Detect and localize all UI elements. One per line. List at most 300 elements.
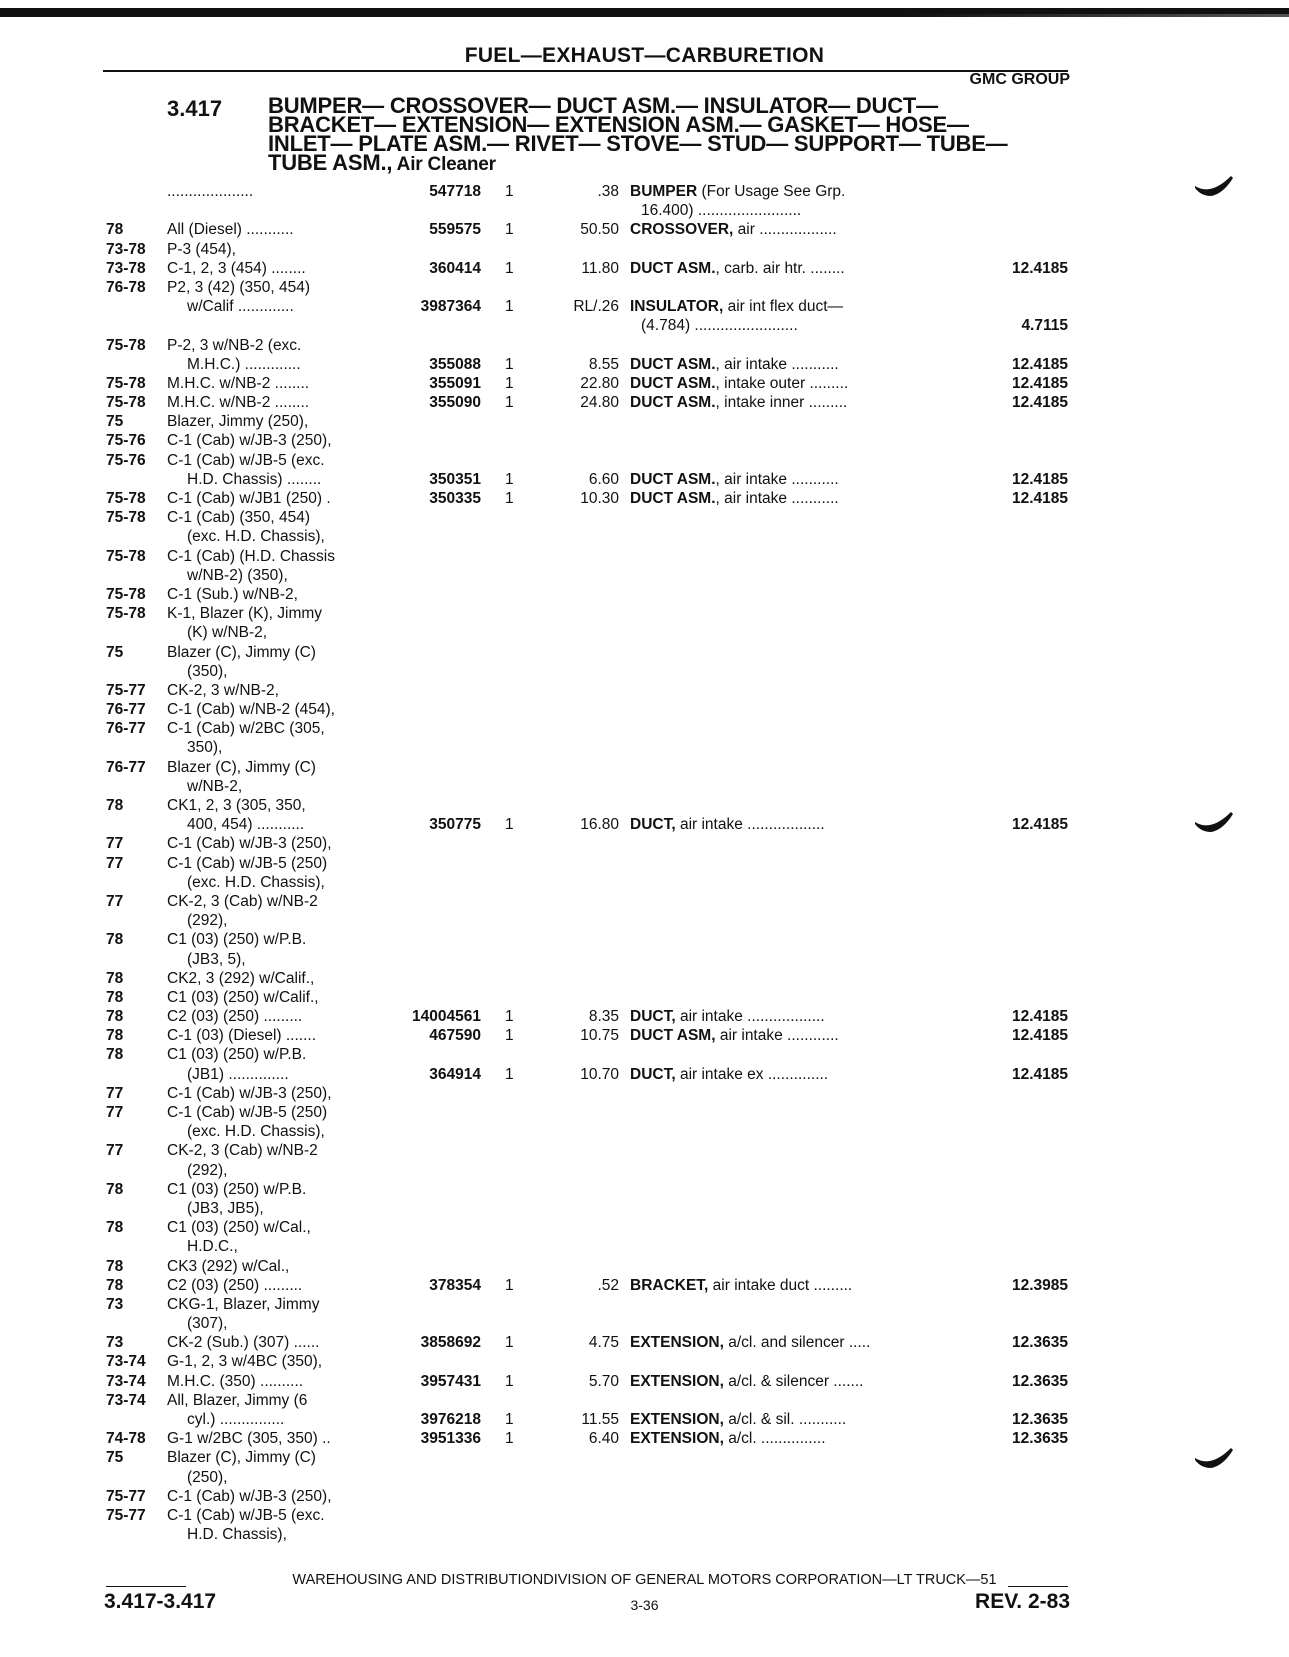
model-years: 76-77 [106,720,146,738]
description-text: air intake ............ [715,1027,839,1045]
application: w/NB-2, [187,777,243,795]
section-number: 3.417 [167,96,223,121]
application: (JB3, 5), [187,950,246,968]
table-row [0,1180,1289,1199]
application: (JB1) .............. [187,1065,289,1083]
group-number: 12.4185 [1011,490,1068,507]
model-years: 77 [106,892,124,910]
quantity: 1 [505,221,514,239]
application: (292), [187,1161,228,1179]
model-years: 74-78 [106,1430,146,1448]
model-years: 78 [106,221,124,239]
application: H.D. Chassis) ........ [187,470,322,488]
table-row [0,201,1289,220]
price: 8.35 [588,1008,619,1026]
application: CKG-1, Blazer, Jimmy [167,1295,320,1313]
model-years: 73-74 [106,1391,146,1409]
quantity: 1 [505,1430,514,1448]
part-number: 3987364 [420,298,481,316]
table-row [0,1237,1289,1256]
description-text: , air intake ........... [715,490,839,507]
part-number: 350335 [429,490,481,507]
table-row [0,489,1289,508]
description [630,259,845,278]
table-row [0,643,1289,662]
table-row [0,623,1289,642]
table-row [0,892,1289,911]
price: 8.55 [588,355,619,373]
application: P2, 3 (42) (350, 454) [167,278,311,296]
application: M.H.C. (350) .......... [167,1372,304,1390]
application: (exc. H.D. Chassis), [187,1123,325,1141]
price: .38 [597,183,619,200]
part-number: 3957431 [420,1372,481,1390]
application: C-1 (Cab) w/JB-3 (250), [167,835,332,853]
parts-list [0,182,1289,1544]
application: C-1 (Cab) w/2BC (305, [167,720,325,738]
model-years: 76-77 [106,701,146,719]
description [630,220,837,239]
table-row [0,662,1289,681]
description [630,297,843,316]
model-years: 75-77 [106,681,146,699]
footer-range: 3.417-3.417 [104,1590,217,1613]
table-row [0,758,1289,777]
quantity: 1 [505,1065,514,1083]
model-years: 78 [106,1257,124,1275]
price: RL/.26 [573,298,619,316]
table-row [0,988,1289,1007]
table-row [0,1314,1289,1333]
model-years: 73 [106,1295,124,1313]
application: C1 (03) (250) w/Calif., [167,988,319,1006]
quantity: 1 [505,1334,514,1352]
model-years: 75 [106,413,124,431]
table-row [0,393,1289,412]
table-row [0,470,1289,489]
table-row [0,854,1289,873]
group-number: 12.3635 [1011,1334,1068,1352]
table-row [0,815,1289,834]
price: 10.30 [580,490,619,507]
top-border-shadow [0,14,1289,17]
group-number: 12.3635 [1011,1411,1068,1428]
price: 16.80 [580,816,619,834]
table-row [0,316,1289,335]
model-years: 75 [106,1449,124,1467]
description [630,1026,839,1045]
application: C-1 (Cab) w/JB-5 (250) [167,854,328,872]
description-text: a/cl. ............... [723,1430,826,1448]
footer-revision: REV. 2-83 [975,1590,1070,1613]
part-number: 350351 [429,470,481,488]
quantity: 1 [505,298,514,316]
table-row [0,566,1289,585]
description-text: a/cl. & sil. ........... [723,1411,847,1428]
application: Blazer (C), Jimmy (C) [167,758,316,776]
table-row [0,834,1289,853]
table-row [0,950,1289,969]
model-years: 73-74 [106,1372,146,1390]
application: Blazer (C), Jimmy (C) [167,643,316,661]
table-row [0,547,1289,566]
application: C1 (03) (250) w/Cal., [167,1219,311,1237]
application: (K) w/NB-2, [187,624,268,642]
model-years: 77 [106,1104,124,1121]
part-number: 3951336 [420,1430,481,1448]
application: w/NB-2) (350), [187,566,288,584]
group-number: 12.3985 [1011,1276,1068,1294]
quantity: 1 [505,374,514,392]
group-number: 12.4185 [1011,816,1068,834]
table-row [0,1276,1289,1295]
description-text: 16.400) ........................ [641,202,802,220]
price: 10.75 [580,1027,619,1045]
application: C-1 (Cab) w/JB-3 (250), [167,432,332,450]
table-row [0,1161,1289,1180]
application: CK2, 3 (292) w/Calif., [167,969,315,987]
model-years: 77 [106,854,124,872]
part-number: 350775 [429,816,481,834]
application: G-1, 2, 3 w/4BC (350), [167,1353,323,1371]
table-row [0,336,1289,355]
description [630,1065,828,1084]
description-text: , carb. air htr. ........ [715,259,845,277]
table-row [0,412,1289,431]
model-years: 73 [106,1334,124,1352]
application: M.H.C. w/NB-2 ........ [167,394,310,412]
application: (292), [187,912,228,930]
model-years: 77 [106,1084,124,1102]
application: C-1, 2, 3 (454) ........ [167,259,306,277]
table-row [0,777,1289,796]
table-row [0,719,1289,738]
table-row [0,585,1289,604]
description-keyword: DUCT ASM. [630,355,716,373]
table-row [0,1468,1289,1487]
application: C-1 (Cab) w/JB-3 (250), [167,1084,332,1102]
application: C1 (03) (250) w/P.B. [167,1180,307,1198]
price: 6.40 [588,1430,619,1448]
model-years: 75-78 [106,605,146,623]
table-row [0,911,1289,930]
model-years: 78 [106,1046,124,1064]
application: (307), [187,1315,228,1333]
application: (JB3, JB5), [187,1199,264,1217]
quantity: 1 [505,259,514,277]
description-text: air intake .................. [675,816,825,834]
description-text: a/cl. & silencer ....... [723,1372,864,1390]
application: C-1 (Cab) w/JB-5 (exc. [167,451,325,469]
table-row [0,1218,1289,1237]
table-row [0,431,1289,450]
part-number: 355090 [429,394,481,412]
section-title-subject: Air Cleaner [392,154,496,175]
model-years: 78 [106,1180,124,1198]
application: 350), [187,739,223,757]
description [630,1007,825,1026]
description [630,489,839,508]
description-text: a/cl. and silencer ..... [723,1334,871,1352]
header-rule [103,70,1068,72]
description [641,316,798,335]
description-keyword: DUCT ASM, [630,1027,716,1045]
table-row [0,1525,1289,1544]
application: Blazer (C), Jimmy (C) [167,1449,316,1467]
table-row [0,1026,1289,1045]
model-years: 78 [106,1008,124,1026]
description-text: , air intake ........... [715,470,839,488]
model-years: 75-76 [106,432,146,450]
description-keyword: DUCT ASM. [630,374,716,392]
price: 10.70 [580,1065,619,1083]
group-number: 12.4185 [1011,259,1068,277]
table-row [0,1352,1289,1371]
table-row [0,451,1289,470]
model-years: 78 [106,1276,124,1294]
quantity: 1 [505,1372,514,1390]
group-number: 12.4185 [1011,394,1068,412]
table-row [0,1007,1289,1026]
description-keyword: INSULATOR, [630,298,724,316]
quantity: 1 [505,1411,514,1428]
model-years: 76-78 [106,278,146,296]
model-years: 78 [106,1219,124,1237]
description-text: , intake inner ......... [715,394,848,412]
application: K-1, Blazer (K), Jimmy [167,605,323,623]
model-years: 78 [106,969,124,987]
application: All, Blazer, Jimmy (6 [167,1391,308,1409]
application: C-1 (Sub.) w/NB-2, [167,585,298,603]
description [630,393,847,412]
description-text: air int flex duct— [723,298,844,316]
application: CK-2, 3 w/NB-2, [167,681,279,699]
model-years: 75-76 [106,451,146,469]
price: 24.80 [580,394,619,412]
application: Blazer, Jimmy (250), [167,413,309,431]
application: G-1 w/2BC (305, 350) .. [167,1430,331,1448]
application: 400, 454) ........... [187,816,305,834]
section-title-line: BUMPER— CROSSOVER— DUCT ASM.— INSULATOR— DUCT— [268,93,938,118]
application: CK1, 2, 3 (305, 350, [167,797,306,814]
application: CK3 (292) w/Cal., [167,1257,290,1275]
description-text: air intake duct ......... [708,1276,853,1294]
table-row [0,681,1289,700]
description-keyword: DUCT ASM. [630,259,716,277]
application: cyl.) ............... [187,1411,285,1428]
description-text: air intake .................. [675,1008,825,1026]
table-row [0,969,1289,988]
model-years: 75-78 [106,336,146,354]
model-years: 75-77 [106,1487,146,1505]
description-text: air .................. [733,221,837,239]
description-text: , air intake ........... [715,355,839,373]
description [630,374,848,393]
model-years: 75-78 [106,394,146,412]
application: C-1 (03) (Diesel) ....... [167,1027,316,1045]
group-number: 12.4185 [1011,355,1068,373]
table-row [0,1429,1289,1448]
description [630,1429,826,1448]
application: H.D.C., [187,1238,238,1256]
description [630,815,825,834]
application: C2 (03) (250) ......... [167,1276,303,1294]
quantity: 1 [505,1008,514,1026]
section-title [268,93,1068,175]
model-years: 78 [106,1027,124,1045]
application: (exc. H.D. Chassis), [187,528,325,546]
part-number: 364914 [429,1065,481,1083]
table-row [0,1045,1289,1064]
part-number: 547718 [429,183,481,200]
description-keyword: BRACKET, [630,1276,709,1294]
model-years: 75-78 [106,509,146,527]
section-title-word: TUBE ASM., [268,150,393,175]
price: 11.55 [581,1411,619,1428]
table-row [0,1487,1289,1506]
footer-page-number: 3-36 [630,1597,659,1613]
model-years: 78 [106,988,124,1006]
binder-hole-mark [1193,1444,1235,1470]
description [630,1276,852,1295]
application: CK-2 (Sub.) (307) ...... [167,1334,320,1352]
model-years: 75-78 [106,374,146,392]
application: H.D. Chassis), [187,1526,287,1544]
description-keyword: CROSSOVER, [630,221,734,239]
price: .52 [597,1276,619,1294]
description-text: (4.784) ........................ [641,317,798,335]
description-keyword: EXTENSION, [630,1334,724,1352]
table-row [0,1199,1289,1218]
description [630,1372,863,1391]
table-row [0,355,1289,374]
model-years: 78 [106,797,124,814]
application: C1 (03) (250) w/P.B. [167,931,307,949]
application: M.H.C. w/NB-2 ........ [167,374,310,392]
model-years: 75-78 [106,585,146,603]
table-row [0,240,1289,259]
quantity: 1 [505,183,514,200]
part-number: 14004561 [412,1008,481,1026]
application: CK-2, 3 (Cab) w/NB-2 [167,1142,318,1160]
table-row [0,873,1289,892]
part-number: 3858692 [420,1334,481,1352]
table-row [0,1141,1289,1160]
group-number: 12.4185 [1011,1065,1068,1083]
description-keyword: EXTENSION, [630,1372,724,1390]
application: (exc. H.D. Chassis), [187,873,325,891]
application: w/Calif ............. [187,298,294,316]
group-label: GMC GROUP [969,71,1070,88]
price: 50.50 [580,221,619,239]
model-years: 78 [106,931,124,949]
application: C-1 (Cab) (H.D. Chassis [167,547,335,565]
table-row [0,700,1289,719]
part-number: 360414 [429,259,481,277]
table-row [0,1295,1289,1314]
table-row [0,604,1289,623]
description-text: , intake outer ......... [715,374,849,392]
table-row [0,1410,1289,1429]
model-years: 73-74 [106,1353,146,1371]
table-row [0,1122,1289,1141]
table-row [0,1333,1289,1352]
application: C-1 (Cab) w/JB-5 (exc. [167,1506,325,1524]
description-text: air intake ex .............. [675,1065,829,1083]
price: 6.60 [588,470,619,488]
footer-division: WAREHOUSING AND DISTRIBUTIONDIVISION OF GENERAL MOTORS CORPORATION—LT TRUCK—51 [292,1572,997,1588]
quantity: 1 [505,355,514,373]
group-number: 12.4185 [1011,1027,1068,1045]
application: CK-2, 3 (Cab) w/NB-2 [167,892,318,910]
group-number: 12.4185 [1011,374,1068,392]
application: C-1 (Cab) w/JB-3 (250), [167,1487,332,1505]
application: C-1 (Cab) w/JB1 (250) . [167,490,331,507]
price: 5.70 [588,1372,619,1390]
part-number: 355088 [429,355,481,373]
application: .................... [167,183,254,200]
application: C-1 (Cab) w/JB-5 (250) [167,1104,328,1121]
model-years: 75-78 [106,547,146,565]
section-title-line [268,150,1068,175]
part-number: 378354 [429,1276,481,1294]
model-years: 73-78 [106,259,146,277]
price: 11.80 [581,259,619,277]
description [630,1410,846,1429]
page-title: FUEL—EXHAUST—CARBURETION [464,44,825,67]
application: C-1 (Cab) w/NB-2 (454), [167,701,335,719]
table-row [0,297,1289,316]
model-years: 77 [106,1142,124,1160]
quantity: 1 [505,470,514,488]
description [641,201,801,220]
table-row [0,1372,1289,1391]
price: 22.80 [580,374,619,392]
table-row [0,259,1289,278]
group-number: 12.4185 [1011,1008,1068,1026]
description-keyword: DUCT ASM. [630,394,716,412]
part-number: 3976218 [420,1411,481,1428]
table-row [0,1391,1289,1410]
table-row [0,220,1289,239]
table-row [0,1506,1289,1525]
price: 4.75 [588,1334,619,1352]
group-number: 12.3635 [1011,1430,1068,1448]
model-years: 77 [106,835,124,853]
table-row [0,508,1289,527]
description-keyword: DUCT, [630,1065,676,1083]
description-keyword: DUCT, [630,816,676,834]
table-row [0,374,1289,393]
application: C2 (03) (250) ......... [167,1008,303,1026]
model-years: 76-77 [106,758,146,776]
group-number: 12.3635 [1011,1372,1068,1390]
table-row [0,1448,1289,1467]
application: (250), [187,1468,228,1486]
application: (350), [187,662,228,680]
model-years: 75-78 [106,490,146,507]
description-keyword: DUCT ASM. [630,490,716,507]
table-row [0,1065,1289,1084]
group-number: 4.7115 [1021,317,1068,335]
part-number: 355091 [429,374,481,392]
table-row [0,278,1289,297]
model-years: 73-78 [106,240,146,258]
table-row [0,1103,1289,1122]
quantity: 1 [505,1027,514,1045]
description [630,470,839,489]
application: M.H.C.) ............. [187,355,301,373]
